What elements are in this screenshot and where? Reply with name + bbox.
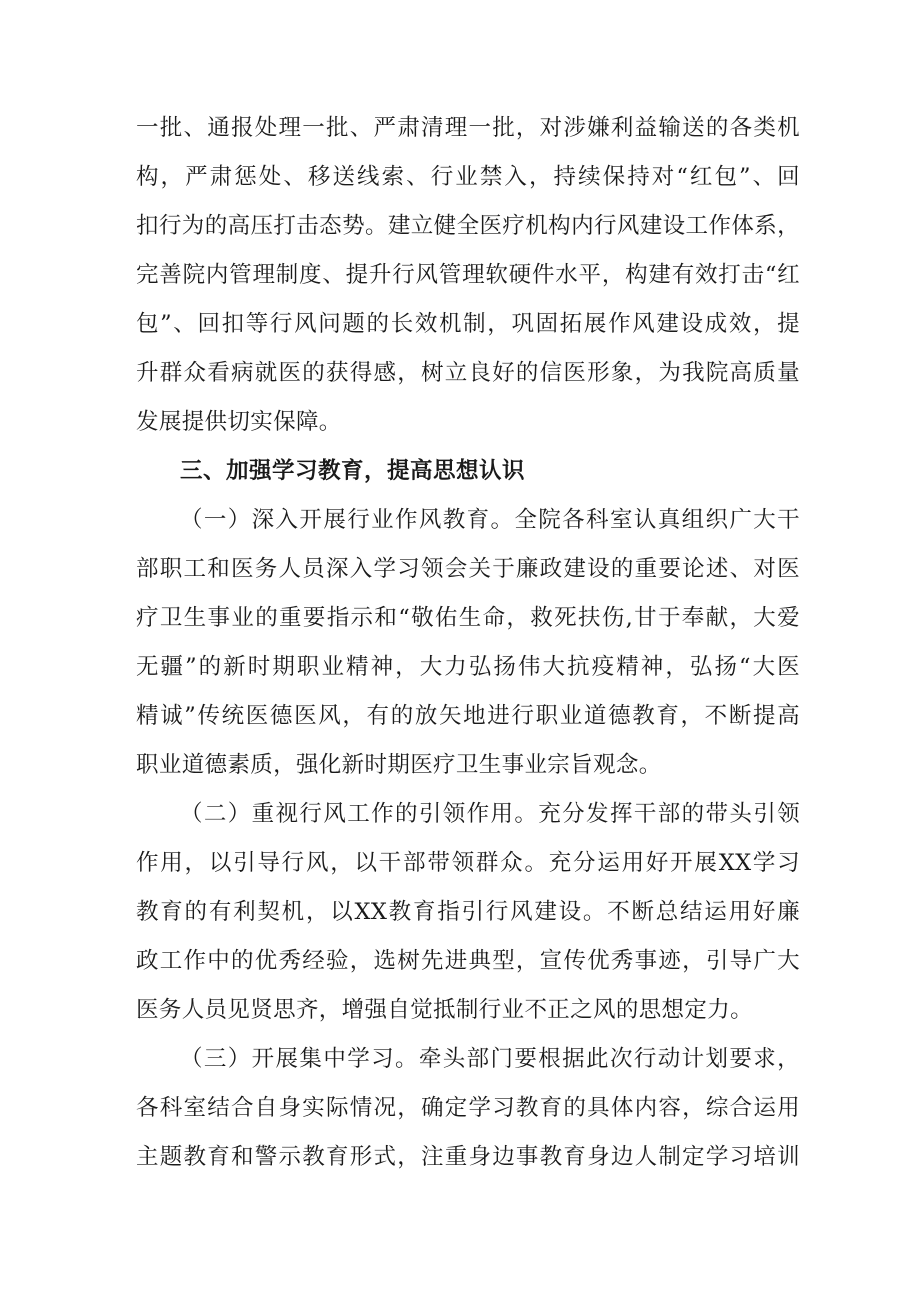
item1-line: （一）深入开展行业作风教育。全院各科室认真组织广大干 xyxy=(180,507,800,533)
paragraph-line: 扣行为的高压打击态势。建立健全医疗机构内行风建设工作体系， xyxy=(136,213,800,239)
item2-line: 教育的有利契机，以XX教育指引行风建设。不断总结运用好廉 xyxy=(136,899,800,925)
item2-line: （二）重视行风工作的引领作用。充分发挥干部的带头引领 xyxy=(180,801,800,827)
section-heading: 三、加强学习教育，提高思想认识 xyxy=(180,458,526,484)
item1-line: 部职工和医务人员深入学习领会关于廉政建设的重要论述、对医 xyxy=(136,556,800,582)
item2-line: 作用，以引导行风，以干部带领群众。充分运用好开展XX学习 xyxy=(136,850,800,876)
item3-line: 各科室结合自身实际情况，确定学习教育的具体内容，综合运用 xyxy=(136,1095,800,1121)
paragraph-line: 升群众看病就医的获得感，树立良好的信医形象，为我院高质量 xyxy=(136,360,800,386)
paragraph-line: 发展提供切实保障。 xyxy=(136,409,342,435)
item1-line: 无疆”的新时期职业精神，大力弘扬伟大抗疫精神，弘扬“大医 xyxy=(136,654,800,680)
item2-line: 医务人员见贤思齐，增强自觉抵制行业不正之风的思想定力。 xyxy=(136,997,753,1023)
paragraph-line: 包”、回扣等行风问题的长效机制，巩固拓展作风建设成效，提 xyxy=(136,311,800,337)
paragraph-line: 构，严肃惩处、移送线索、行业禁入，持续保持对“红包”、回 xyxy=(136,164,800,190)
item1-line: 职业道德素质，强化新时期医疗卫生事业宗旨观念。 xyxy=(136,752,662,778)
paragraph-line: 完善院内管理制度、提升行风管理软硬件水平，构建有效打击“红 xyxy=(136,262,800,288)
item1-line: 疗卫生事业的重要指示和“敬佑生命，救死扶伤,甘于奉献，大爱 xyxy=(136,605,800,631)
item1-line: 精诚”传统医德医风，有的放矢地进行职业道德教育，不断提高 xyxy=(136,703,800,729)
item2-line: 政工作中的优秀经验，选树先进典型，宣传优秀事迹，引导广大 xyxy=(136,948,800,974)
item3-line: 主题教育和警示教育形式，注重身边事教育身边人制定学习培训 xyxy=(136,1144,800,1170)
paragraph-line: 一批、通报处理一批、严肃清理一批，对涉嫌利益输送的各类机 xyxy=(136,115,800,141)
item3-line: （三）开展集中学习。牵头部门要根据此次行动计划要求， xyxy=(180,1046,800,1072)
